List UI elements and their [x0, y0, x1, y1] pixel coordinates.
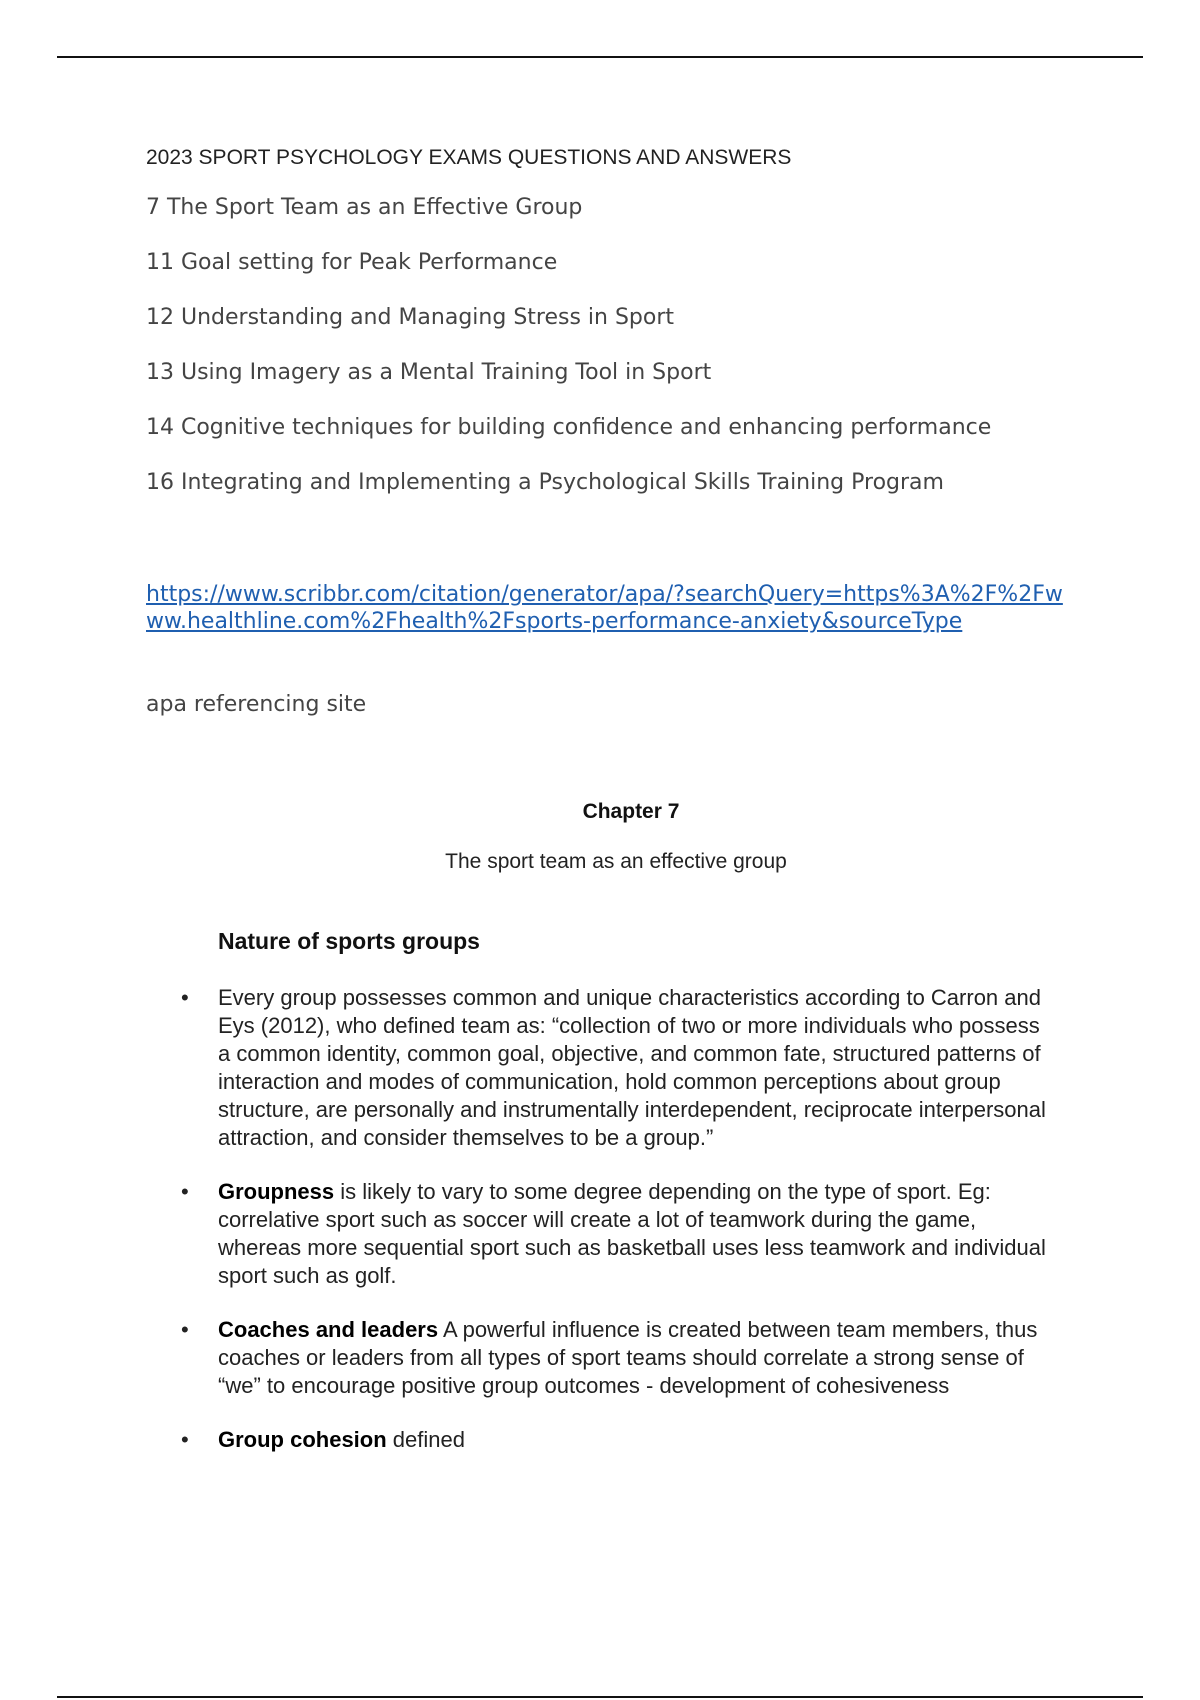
- toc-item: 14 Cognitive techniques for building confidence and enhancing performance: [146, 415, 992, 440]
- bullet-icon: •: [181, 985, 189, 1010]
- bullet-term: Group cohesion: [218, 1427, 387, 1452]
- top-rule: [57, 56, 1143, 58]
- bullet-icon: •: [181, 1427, 189, 1452]
- list-item: [0, 1426, 1058, 1454]
- list-item: [0, 1316, 1058, 1400]
- list-item: [0, 1178, 1058, 1290]
- bullet-text: A powerful influence is created between team members, thus coaches or leaders from all types of sport teams should correlate a strong sense of “we” to encourage positive group outcomes - development of cohesiveness: [218, 1317, 1038, 1398]
- toc-item: 13 Using Imagery as a Mental Training Tool in Sport: [146, 360, 712, 385]
- section-heading: Nature of sports groups: [218, 928, 480, 954]
- bullet-term: Groupness: [218, 1179, 335, 1204]
- document-title: 2023 SPORT PSYCHOLOGY EXAMS QUESTIONS AND ANSWERS: [146, 146, 792, 169]
- reference-caption: apa referencing site: [146, 692, 367, 717]
- bullet-text: is likely to vary to some degree depending on the type of sport. Eg: correlative sport such as soccer will create a lot of teamwork during the game, whereas more sequential sport such as basketball uses less teamwork and individual sport such as golf.: [218, 1179, 1046, 1288]
- toc-item: 16 Integrating and Implementing a Psychological Skills Training Program: [146, 470, 944, 495]
- chapter-subtitle: The sport team as an effective group: [445, 850, 787, 873]
- list-item: [0, 984, 1058, 1152]
- table-of-contents: [146, 194, 991, 524]
- bullet-list: [0, 984, 1200, 1480]
- bullet-term: Coaches and leaders: [218, 1317, 439, 1342]
- toc-item: 11 Goal setting for Peak Performance: [146, 250, 558, 275]
- chapter-title: Chapter 7: [582, 800, 680, 823]
- toc-item: 12 Understanding and Managing Stress in Sport: [146, 305, 675, 330]
- bullet-icon: •: [181, 1317, 189, 1342]
- bullet-text: Every group possesses common and unique characteristics according to Carron and Eys (2012), who defined team as: “collection of two or more individuals who possess a common identity, common goal, objective, and common fate, structured patterns of interaction and modes of communication, hold common perceptions about group structure, are personally and instrumentally interdependent, reciprocate interpersonal attraction, and consider themselves to be a group.”: [218, 985, 1046, 1150]
- bottom-rule: [57, 1696, 1143, 1698]
- toc-item: 7 The Sport Team as an Effective Group: [146, 195, 583, 220]
- bullet-text: defined: [386, 1427, 465, 1452]
- reference-link[interactable]: https://www.scribbr.com/citation/generator/apa/?searchQuery=https%3A%2F%2Fwww.healthline.com%2Fhealth%2Fsports-performance-anxiety&sourceType: [146, 582, 1063, 634]
- bullet-icon: •: [181, 1179, 189, 1204]
